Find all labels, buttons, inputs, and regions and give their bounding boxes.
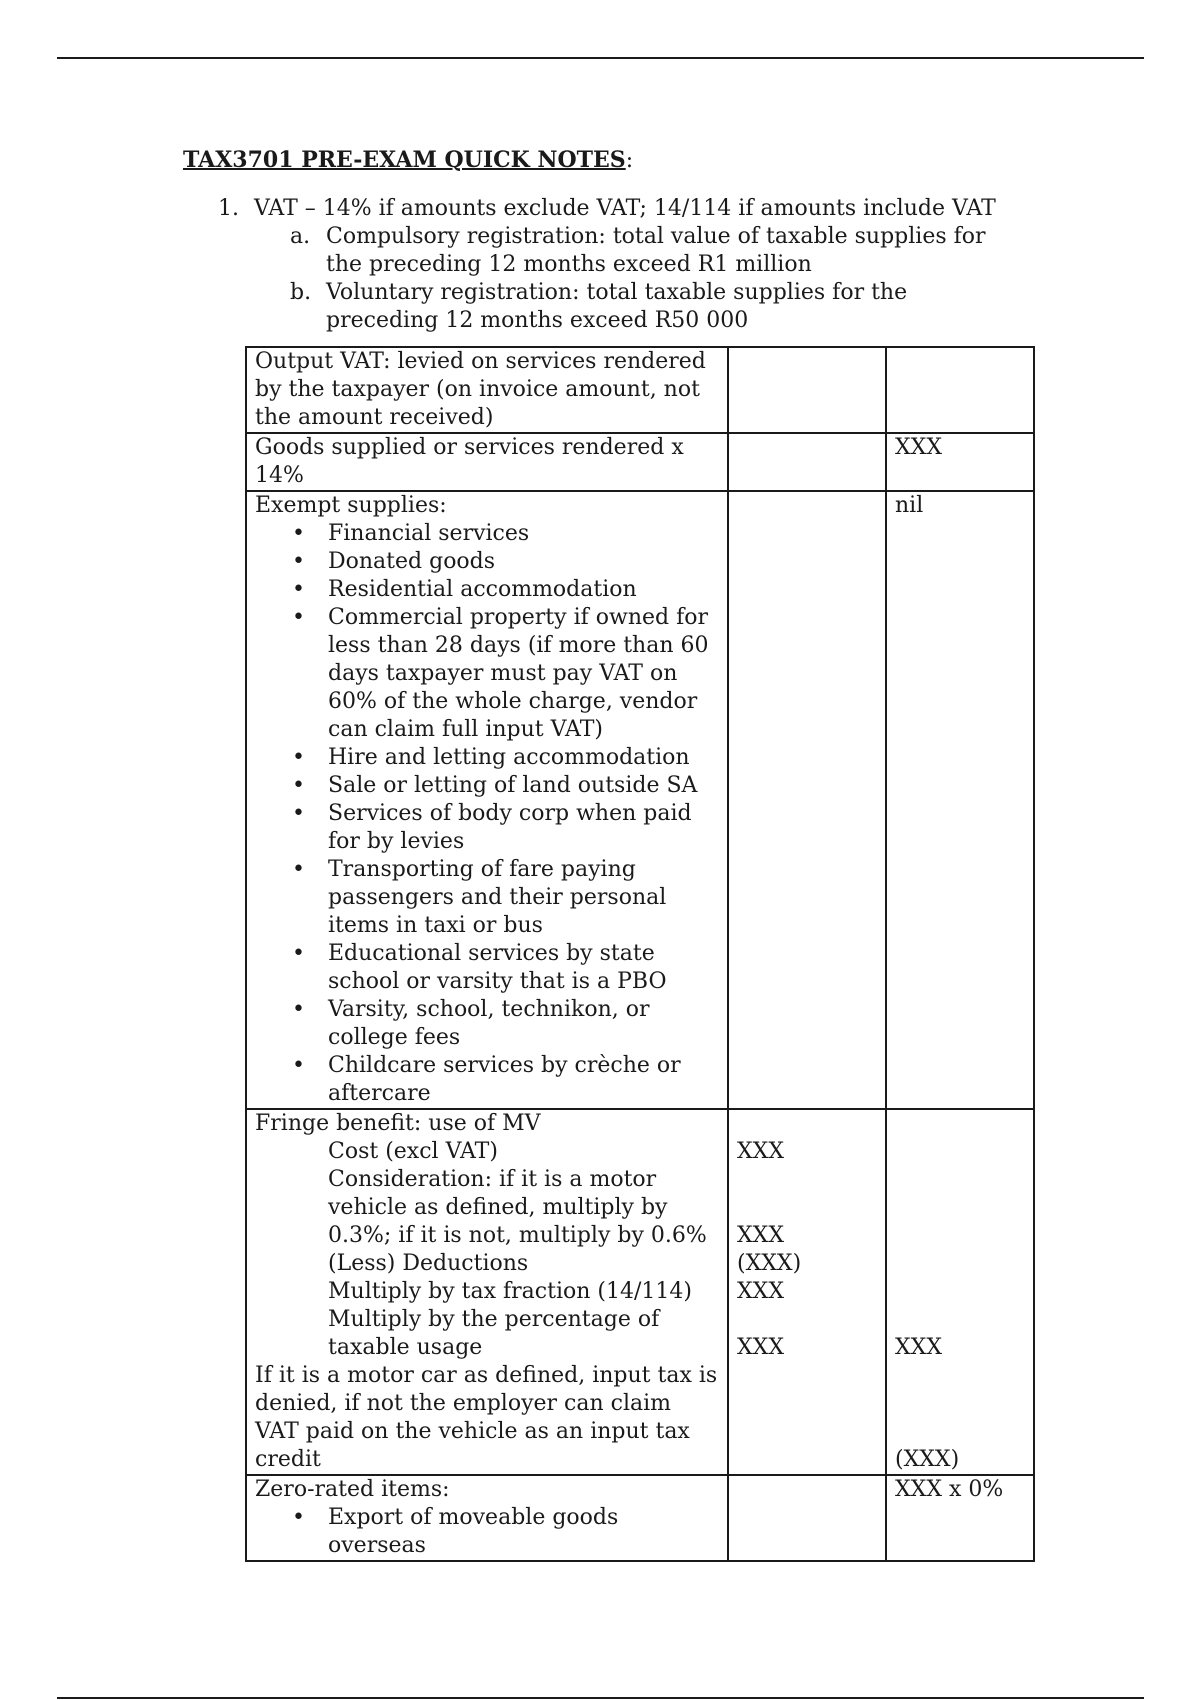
zero-rated-amount: XXX x 0% [886,1475,1034,1561]
fringe-consideration: Consideration: if it is a motor vehicle as defined, multiply by 0.3%; if it is not, multiply by 0.6% [328,1167,707,1248]
table-row-zero-rated [246,1475,1034,1561]
vat-table [245,346,1035,1562]
table-row-goods-supplied [246,433,1034,491]
list-item: • Financial services [255,520,719,548]
fringe-tax-fraction-amount: XXX [737,1279,784,1304]
fringe-consideration-amount: XXX [737,1223,784,1248]
fringe-cost: Cost (excl VAT) [328,1139,498,1164]
list-item: • Export of moveable goods overseas [255,1504,719,1560]
list-number: 1. [218,196,239,221]
sub-item-voluntary [290,279,1083,335]
sub-text: Compulsory registration: total value of taxable supplies for the preceding 12 months exceed R1 million [326,224,986,277]
fringe-note: If it is a motor car as defined, input tax is denied, if not the employer can claim VAT paid on the vehicle as an input tax credit [255,1363,718,1472]
exempt-list [255,520,719,1108]
fringe-usage-total: XXX [895,1335,942,1360]
zero-rated-heading: Zero-rated items: [255,1477,450,1502]
zero-rated-list [255,1504,719,1560]
page-title: TAX3701 PRE-EXAM QUICK NOTES: [183,147,634,173]
fringe-usage-amount: XXX [737,1335,784,1360]
table-row-output-vat [246,347,1034,433]
sub-letter: b. [290,280,312,305]
list-item: • Commercial property if owned for less than 28 days (if more than 60 days taxpayer must pay VAT on 60% of the whole charge, vendor can claim full input VAT) [255,604,719,744]
sub-letter: a. [290,224,311,249]
list-item: • Childcare services by crèche or aftercare [255,1052,719,1108]
list-item-text: VAT – 14% if amounts exclude VAT; 14/114 if amounts include VAT [254,196,996,221]
list-item: • Transporting of fare paying passengers and their personal items in taxi or bus [255,856,719,940]
fringe-deductions-amount: (XXX) [737,1251,802,1276]
footer-rule [57,1697,1144,1699]
sub-item-compulsory [290,223,1083,279]
fringe-cost-amount: XXX [737,1139,784,1164]
fringe-note-total: (XXX) [895,1447,960,1472]
list-item: • Donated goods [255,548,719,576]
goods-supplied-label: Goods supplied or services rendered x 14% [246,433,728,491]
list-item: • Educational services by state school or varsity that is a PBO [255,940,719,996]
output-vat-description: Output VAT: levied on services rendered by the taxpayer (on invoice amount, not the amount received) [246,347,728,433]
list-item: • Hire and letting accommodation [255,744,719,772]
table-row-exempt [246,491,1034,1109]
list-item: • Residential accommodation [255,576,719,604]
list-item: • Sale or letting of land outside SA [255,772,719,800]
header-rule [57,57,1144,59]
list-item-vat [218,195,1083,223]
fringe-heading: Fringe benefit: use of MV [255,1111,541,1136]
fringe-usage: Multiply by the percentage of taxable usage [328,1307,660,1360]
exempt-heading: Exempt supplies: [255,493,447,518]
list-item: • Services of body corp when paid for by levies [255,800,719,856]
sub-text: Voluntary registration: total taxable supplies for the preceding 12 months exceed R50 000 [326,280,908,333]
fringe-tax-fraction: Multiply by tax fraction (14/114) [328,1279,692,1304]
list-item: • Varsity, school, technikon, or college fees [255,996,719,1052]
table-row-fringe-benefit [246,1109,1034,1475]
document-body [183,146,1083,335]
fringe-deductions: (Less) Deductions [328,1251,529,1276]
exempt-amount: nil [886,491,1034,1109]
goods-supplied-amount: XXX [886,433,1034,491]
